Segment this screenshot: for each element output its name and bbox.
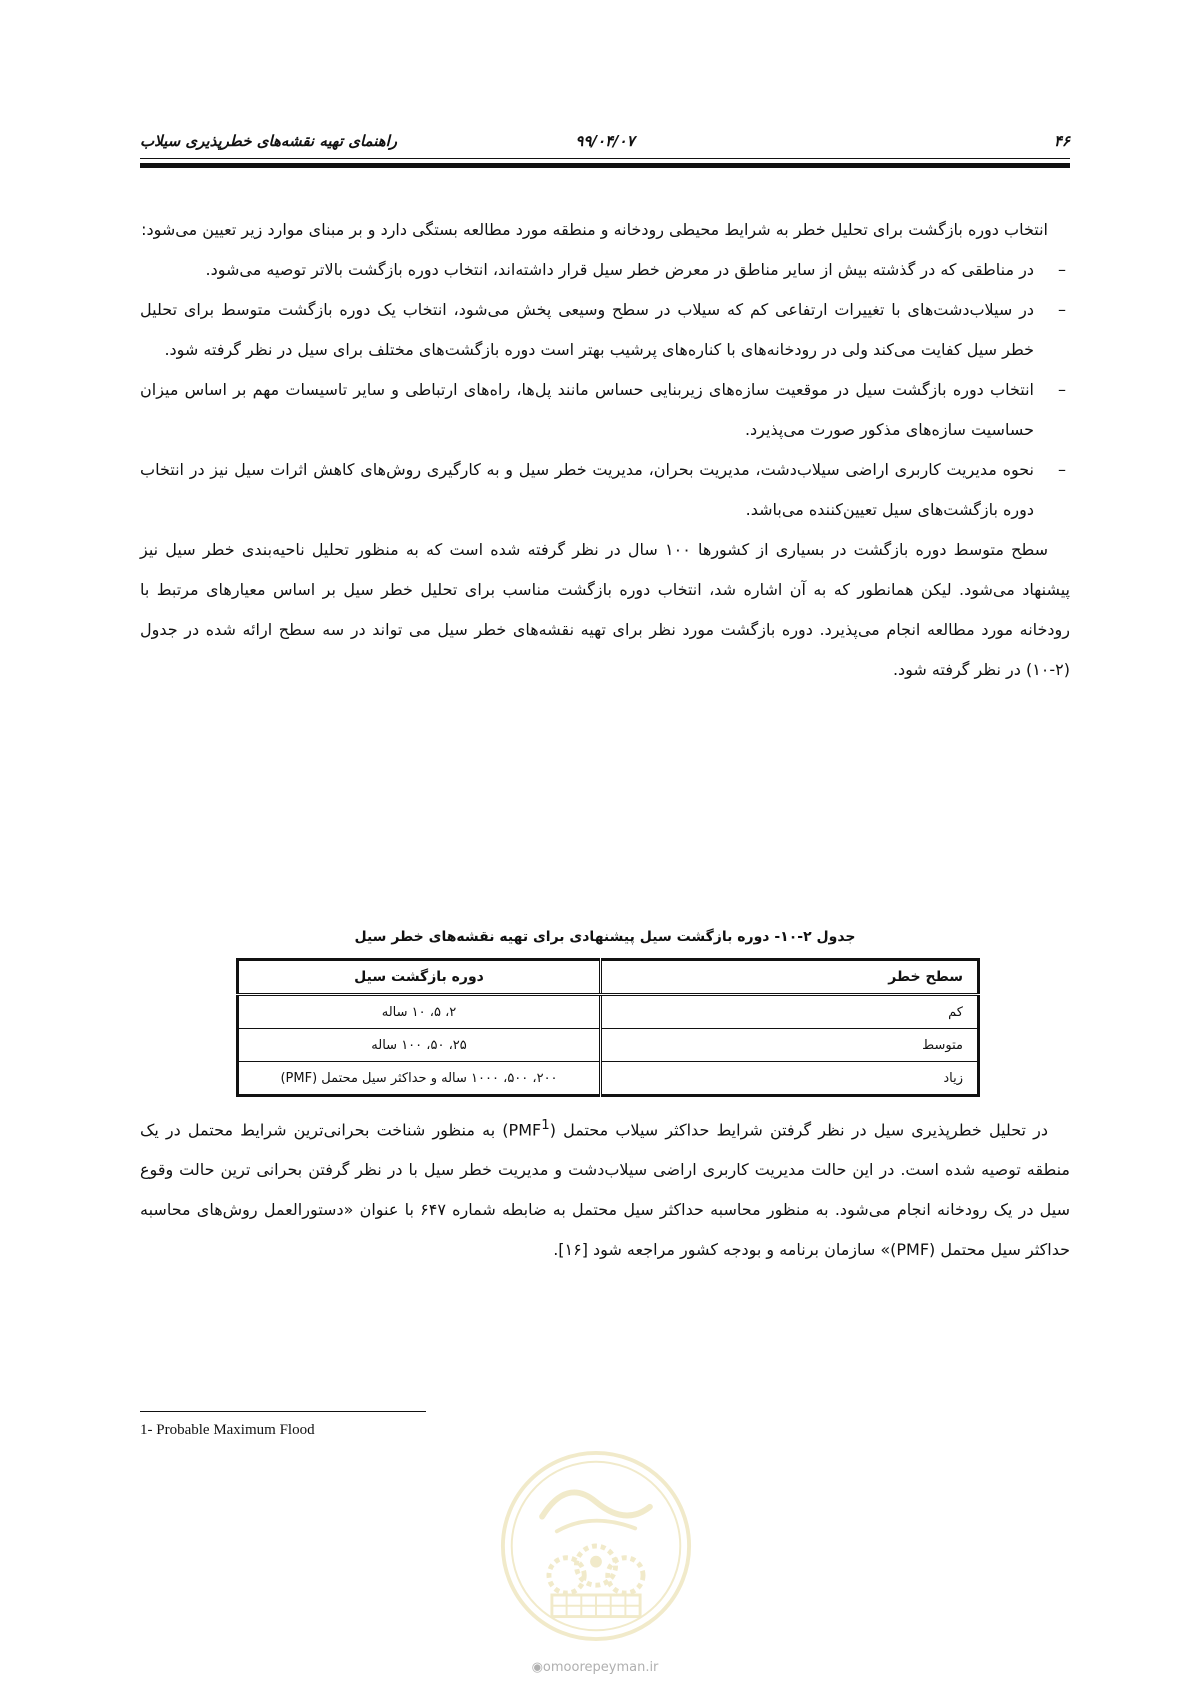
cell-period: ۲۵، ۵۰، ۱۰۰ ساله <box>238 1029 601 1062</box>
body-section-2 <box>140 1106 1070 1270</box>
table-row <box>238 1029 979 1062</box>
list-item <box>140 250 1070 290</box>
column-header-level: سطح خطر <box>601 960 979 995</box>
cell-period: ۲، ۵، ۱۰ ساله <box>238 995 601 1029</box>
bullet-dash: – <box>1058 260 1066 279</box>
criteria-list <box>140 250 1070 530</box>
paragraph-return-period: سطح متوسط دوره بازگشت در بسیاری از کشورها ۱۰۰ سال در نظر گرفته شده است که به منظور تحلیل ناحیه‌بندی خطر سیل نیز پیشنهاد می‌شود. لیکن همانطور که به آن اشاره شد، انتخاب دوره بازگشت مناسب برای تحلیل خطر سیل بر اساس معیارهای مرتبط با رودخانه مورد مطالعه انجام می‌پذیرد. دوره بازگشت مورد نظر برای تهیه نقشه‌های خطر سیل می تواند در سه سطح ارائه شده در جدول (۲-۱۰) در نظر گرفته شود. <box>140 540 1070 679</box>
watermark-url <box>0 1660 1190 1675</box>
list-item <box>140 290 1070 370</box>
at-icon: ◉ <box>531 1660 543 1675</box>
header-date: ۹۹/۰۴/۰۷ <box>575 132 635 150</box>
footnote-ref[interactable]: 1 <box>541 1118 550 1133</box>
body-section-1 <box>140 210 1070 690</box>
table-row <box>238 995 979 1029</box>
footnote: 1- Probable Maximum Flood <box>140 1422 315 1438</box>
document-title: راهنمای تهیه نقشه‌های خطرپذیری سیلاب <box>140 132 398 150</box>
list-item-text: در سیلاب‌دشت‌های با تغییرات ارتفاعی کم که سیلاب در سطح وسیعی پخش می‌شود، انتخاب یک دوره بازگشت متوسط برای تحلیل خطر سیل کفایت می‌کند ولی در رودخانه‌های با کناره‌های پرشیب بهتر است دوره بازگشت‌های مختلف برای سیل در نظر گرفته شود. <box>140 300 1034 359</box>
bullet-dash: – <box>1058 460 1066 479</box>
paragraph-pmf <box>140 1106 1070 1270</box>
pmf-text-end: ) به منظور شناخت بحرانی‌ترین شرایط محتمل در یک منطقه توصیه شده است. در این حالت مدیریت کاربری اراضی سیلاب‌دشت و مدیریت خطر سیل با در نظر گرفتن بحرانی ترین حالت وقوع سیل در یک رودخانه انجام می‌شود. به منظور محاسبه حداکثر سیل محتمل به ضابطه شماره ۶۴۷ با عنوان «دستورالعمل روش‌های محاسبه حداکثر سیل محتمل (PMF)» سازمان برنامه و بودجه کشور مراجعه شود [۱۶]. <box>140 1120 1071 1260</box>
table-row <box>238 1062 979 1096</box>
return-period-table <box>236 958 980 1097</box>
page-number: ۴۶ <box>1053 132 1070 150</box>
cell-level: کم <box>601 995 979 1029</box>
pmf-text-start: در تحلیل خطرپذیری سیل در نظر گرفتن شرایط حداکثر سیلاب محتمل (PMF <box>508 1120 1048 1140</box>
table-caption: جدول ۲-۱۰- دوره بازگشت سیل پیشنهادی برای تهیه نقشه‌های خطر سیل <box>354 929 856 945</box>
cell-period: ۲۰۰، ۵۰۰، ۱۰۰۰ ساله و حداکثر سیل محتمل (PMF) <box>238 1062 601 1096</box>
cell-level: زیاد <box>601 1062 979 1096</box>
table-header-row <box>238 960 979 995</box>
cell-level: متوسط <box>601 1029 979 1062</box>
list-item-text: نحوه مدیریت کاربری اراضی سیلاب‌دشت، مدیریت بحران، مدیریت خطر سیل و به کارگیری روش‌های کاهش اثرات سیل نیز در انتخاب دوره بازگشت‌های سیل تعیین‌کننده می‌باشد. <box>140 460 1034 519</box>
footnote-rule <box>140 1411 426 1412</box>
list-item-text: در مناطقی که در گذشته بیش از سایر مناطق در معرض خطر سیل قرار داشته‌اند، انتخاب دوره بازگشت بالاتر توصیه می‌شود. <box>205 260 1034 279</box>
header-rule-thin <box>140 158 1070 159</box>
header-rule-thick <box>140 163 1070 168</box>
watermark-logo-icon <box>498 1448 694 1644</box>
bullet-dash: – <box>1058 380 1066 399</box>
intro-paragraph: انتخاب دوره بازگشت برای تحلیل خطر به شرایط محیطی رودخانه و منطقه مورد مطالعه بستگی دارد و بر مبنای موارد زیر تعیین می‌شود: <box>141 220 1048 239</box>
bullet-dash: – <box>1058 300 1066 319</box>
list-item <box>140 370 1070 450</box>
list-item-text: انتخاب دوره بازگشت سیل در موقعیت سازه‌های زیربنایی حساس مانند پل‌ها، راه‌های ارتباطی و سایر تاسیسات مهم بر اساس میزان حساسیت سازه‌های مذکور صورت می‌پذیرد. <box>140 380 1034 439</box>
running-header <box>140 118 1070 158</box>
column-header-period: دوره بازگشت سیل <box>238 960 601 995</box>
list-item <box>140 450 1070 530</box>
watermark-url-text: omoorepeyman.ir <box>542 1660 659 1675</box>
